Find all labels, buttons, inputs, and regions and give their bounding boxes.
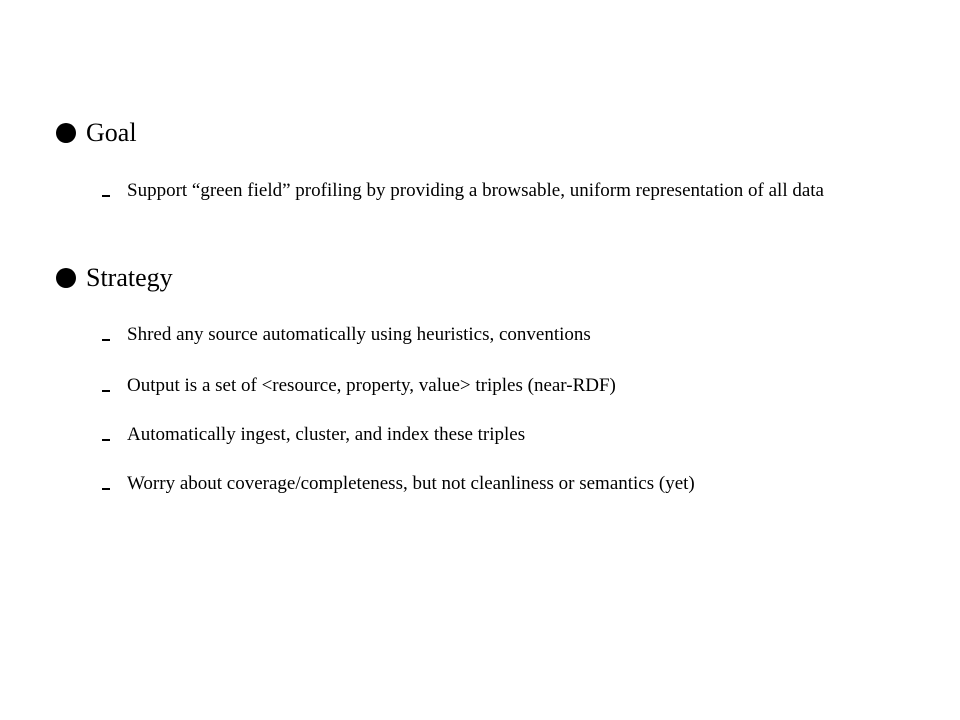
sub-bullet	[102, 370, 922, 402]
bullet-strategy	[56, 263, 173, 293]
sub-bullet	[102, 468, 922, 500]
sub-bullet-text: Shred any source automatically using heuristics, conventions	[127, 324, 591, 345]
bullet-heading: Strategy	[86, 263, 173, 292]
sub-bullet-text: Worry about coverage/completeness, but not cleanliness or semantics (yet)	[127, 473, 695, 494]
dash-icon	[102, 488, 110, 490]
sub-bullet	[102, 175, 922, 207]
bullet-goal	[56, 118, 137, 148]
sub-bullet-text: Automatically ingest, cluster, and index these triples	[127, 424, 526, 445]
sub-bullet	[102, 319, 922, 351]
sub-bullet-text: Support “green field” profiling by providing a browsable, uniform representation of all data	[127, 180, 824, 201]
bullet-dot-icon	[56, 123, 76, 143]
dash-icon	[102, 339, 110, 341]
sub-bullet-text: Output is a set of <resource, property, value> triples (near-RDF)	[127, 375, 616, 396]
sub-bullet	[102, 419, 922, 451]
dash-icon	[102, 390, 110, 392]
bullet-heading: Goal	[86, 118, 137, 147]
dash-icon	[102, 195, 110, 197]
dash-icon	[102, 439, 110, 441]
bullet-dot-icon	[56, 268, 76, 288]
